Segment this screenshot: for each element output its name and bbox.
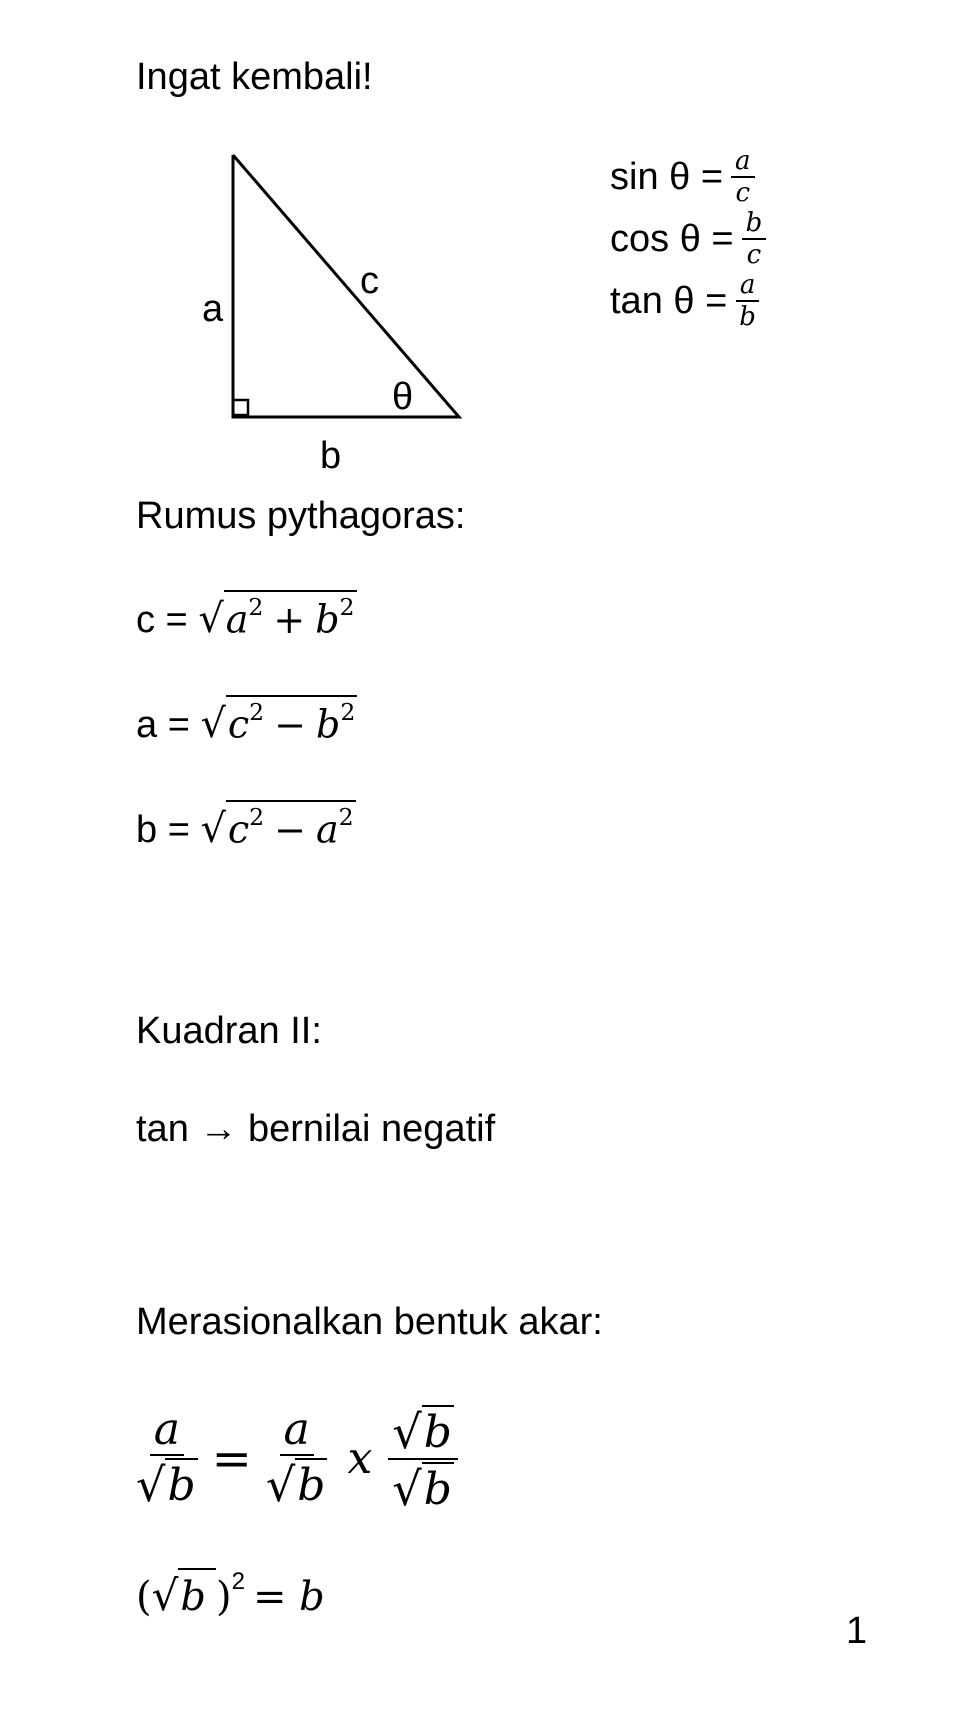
cos-denominator: c	[746, 240, 762, 270]
side-b-label: b	[320, 435, 342, 477]
times-sign: x	[347, 1433, 373, 1485]
exponent: 2	[339, 593, 355, 621]
term: a	[225, 597, 249, 642]
quadrant-description: bernilai negatif	[247, 1108, 496, 1150]
close-paren: )	[215, 1574, 232, 1620]
radicand: b	[423, 1407, 452, 1458]
formula-a	[136, 695, 357, 745]
open-paren: (	[136, 1574, 152, 1620]
pythagoras-heading: Rumus pythagoras:	[136, 495, 466, 537]
page-title: Ingat kembali!	[136, 56, 373, 98]
mid-denominator: √ b	[265, 1458, 326, 1513]
rhs-numerator: √ b	[388, 1405, 458, 1460]
sin-numerator: a	[731, 148, 755, 178]
formula-c-lhs: c =	[136, 598, 188, 641]
exponent: 2	[338, 803, 354, 831]
exponent: 2	[249, 698, 265, 726]
trig-ratios	[610, 148, 766, 330]
mid-numerator: a	[280, 1408, 314, 1456]
cos-ratio	[610, 210, 766, 268]
formula-b	[136, 800, 356, 850]
quadrant-fn: tan	[136, 1108, 189, 1150]
radicand: b	[178, 1568, 216, 1620]
term: c	[227, 807, 250, 852]
tan-denominator: b	[739, 302, 756, 332]
formula-b-lhs: b =	[136, 808, 190, 851]
right-triangle-diagram	[0, 0, 960, 480]
lhs-fraction	[132, 1404, 202, 1513]
cos-numerator: b	[742, 210, 767, 240]
term: c	[227, 702, 250, 747]
sin-label: sin θ =	[610, 155, 724, 198]
cos-fraction	[742, 210, 767, 268]
term: b	[316, 702, 341, 747]
rationalize-heading: Merasionalkan bentuk akar:	[136, 1301, 603, 1343]
quadrant-note	[136, 1110, 495, 1148]
term: a	[316, 807, 339, 852]
radicand: b	[423, 1463, 452, 1515]
lhs-numerator: a	[150, 1408, 184, 1456]
rhs-fraction	[388, 1404, 458, 1516]
formula-a-lhs: a =	[136, 703, 190, 746]
operator: +	[273, 597, 306, 642]
sqrt-c: √ $a^2 + b^2$	[198, 590, 356, 640]
tan-ratio	[610, 272, 766, 330]
radicand: b	[297, 1460, 326, 1512]
tan-numerator: a	[736, 272, 760, 302]
arrow-icon: →	[199, 1108, 238, 1150]
side-a-label: a	[202, 288, 224, 330]
sin-denominator: c	[735, 178, 751, 208]
rhs-denominator: √ b	[392, 1461, 452, 1516]
radicand: b	[167, 1460, 196, 1512]
exponent: 2	[340, 698, 356, 726]
tan-fraction	[735, 272, 760, 330]
term: b	[315, 597, 340, 642]
sin-fraction	[731, 148, 755, 206]
sqrt-b: √ $c^2 - a^2$	[200, 800, 355, 850]
operator: −	[274, 807, 306, 852]
exponent: 2	[249, 803, 265, 831]
sin-ratio	[610, 148, 766, 206]
right-angle-marker	[233, 400, 248, 415]
angle-theta-label: θ	[392, 376, 414, 418]
quadrant-heading: Kuadran II:	[136, 1010, 322, 1052]
square-root-identity	[136, 1568, 325, 1620]
exponent: 2	[231, 1568, 245, 1595]
sqrt-b-identity: √ b	[152, 1568, 216, 1620]
lhs-denominator: √ b	[136, 1458, 196, 1513]
sqrt-a: √ $c^2 - b^2$	[200, 695, 357, 745]
rationalize-equation	[132, 1404, 458, 1516]
formula-c	[136, 590, 357, 640]
identity-result: = b	[252, 1574, 325, 1620]
cos-label: cos θ =	[610, 217, 734, 260]
page-number: 1	[846, 1610, 868, 1652]
side-c-label: c	[360, 260, 379, 302]
mid-fraction	[262, 1404, 332, 1513]
equals-sign: =	[211, 1430, 252, 1487]
operator: −	[274, 702, 306, 747]
exponent: 2	[248, 593, 264, 621]
tan-label: tan θ =	[610, 279, 728, 322]
